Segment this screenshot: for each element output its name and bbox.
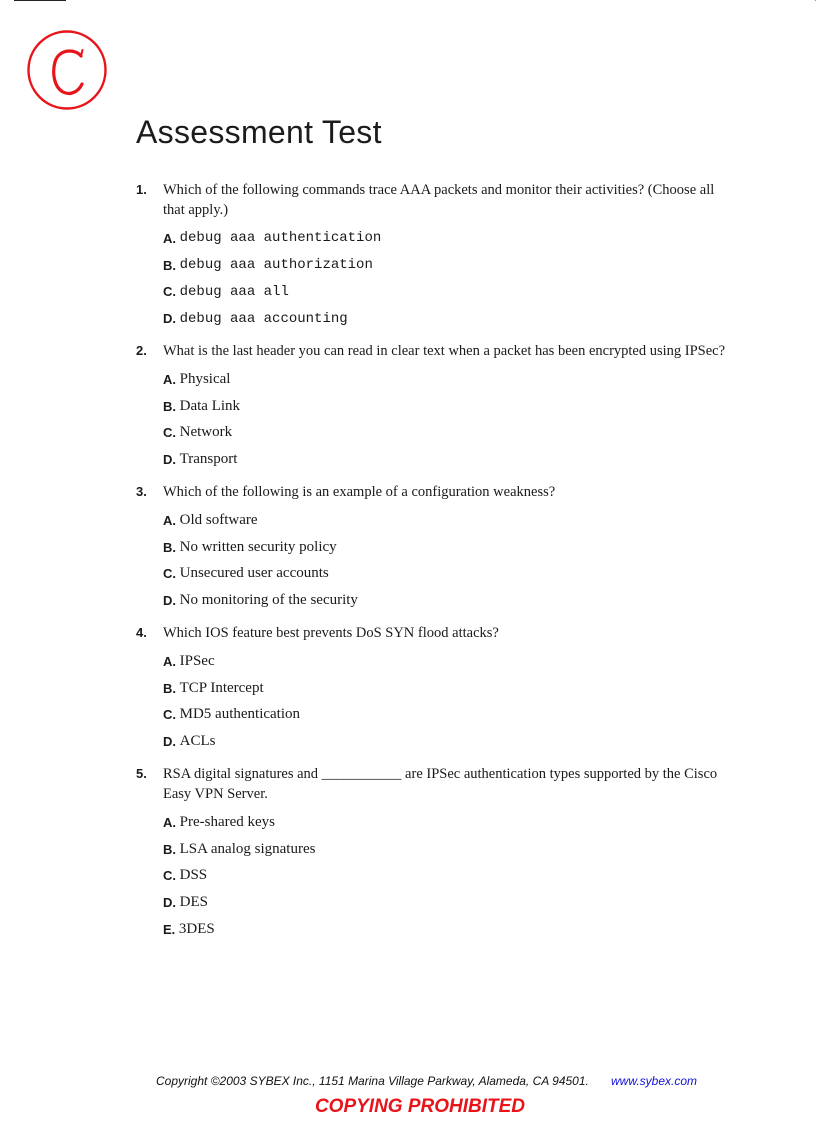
- option-c[interactable]: [163, 279, 726, 306]
- option-b[interactable]: [163, 836, 726, 863]
- question-2: [136, 341, 726, 473]
- question-number: 3.: [136, 484, 147, 499]
- page-title: Assessment Test: [136, 114, 382, 150]
- option-text: IPSec: [179, 652, 215, 669]
- option-text: 3DES: [178, 921, 215, 938]
- option-letter: D.: [163, 895, 176, 911]
- option-a[interactable]: [163, 366, 726, 393]
- option-text: No written security policy: [179, 538, 337, 555]
- option-d[interactable]: [163, 305, 726, 332]
- option-text: Pre-shared keys: [179, 813, 276, 830]
- option-text: Old software: [179, 511, 258, 528]
- option-text: No monitoring of the security: [179, 592, 358, 609]
- option-c[interactable]: [163, 702, 726, 729]
- option-letter: A.: [163, 653, 176, 669]
- question-text: What is the last header you can read in clear text when a packet has been encrypted using IPSec?: [163, 343, 726, 359]
- option-letter: B.: [163, 841, 176, 857]
- option-c[interactable]: [163, 863, 726, 890]
- option-letter: B.: [163, 398, 176, 414]
- question-text: RSA digital signatures and ___________ are IPSec authentication types supported by the Cisco Easy VPN Server.: [163, 766, 718, 802]
- option-letter: C.: [163, 566, 176, 582]
- option-letter: A.: [163, 814, 176, 830]
- option-text: debug aaa authorization: [179, 257, 373, 274]
- option-letter: A.: [163, 230, 176, 246]
- question-text: Which IOS feature best prevents DoS SYN flood attacks?: [163, 625, 499, 641]
- option-a[interactable]: [163, 648, 726, 675]
- question-number: 2.: [136, 343, 147, 358]
- option-letter: D.: [163, 311, 176, 327]
- option-d[interactable]: [163, 728, 726, 755]
- option-letter: C.: [163, 425, 176, 441]
- option-text: Data Link: [179, 397, 241, 414]
- option-b[interactable]: [163, 252, 726, 279]
- question-5: [136, 764, 726, 943]
- option-b[interactable]: [163, 675, 726, 702]
- sybex-link[interactable]: www.sybex.com: [611, 1074, 698, 1088]
- option-d[interactable]: [163, 587, 726, 614]
- question-1: [136, 180, 726, 332]
- corner-rule: [14, 0, 66, 1]
- option-d[interactable]: [163, 446, 726, 473]
- copying-prohibited-notice: COPYING PROHIBITED: [314, 1096, 526, 1117]
- option-text: debug aaa authentication: [179, 230, 382, 247]
- option-a[interactable]: [163, 507, 726, 534]
- option-letter: A.: [163, 512, 176, 528]
- option-letter: B.: [163, 539, 176, 555]
- option-text: DES: [179, 894, 208, 911]
- option-letter: A.: [163, 371, 176, 387]
- option-letter: C.: [163, 284, 176, 300]
- question-number: 1.: [136, 182, 147, 197]
- option-b[interactable]: [163, 534, 726, 561]
- option-text: Network: [179, 424, 233, 441]
- option-text: Physical: [179, 370, 231, 387]
- option-letter: D.: [163, 734, 176, 750]
- option-a[interactable]: [163, 225, 726, 252]
- option-a[interactable]: [163, 809, 726, 836]
- question-3: [136, 482, 726, 614]
- option-text: Unsecured user accounts: [179, 565, 329, 582]
- option-text: Transport: [179, 451, 238, 468]
- option-e[interactable]: [163, 916, 726, 943]
- option-letter: E.: [163, 922, 176, 938]
- option-text: ACLs: [179, 733, 216, 750]
- option-c[interactable]: [163, 420, 726, 447]
- question-text: Which of the following commands trace AAA packets and monitor their activities? (Choose all that apply.): [163, 182, 715, 218]
- option-text: TCP Intercept: [179, 679, 264, 696]
- option-d[interactable]: [163, 889, 726, 916]
- option-letter: B.: [163, 257, 176, 273]
- option-c[interactable]: [163, 561, 726, 588]
- option-letter: D.: [163, 593, 176, 609]
- option-list: [163, 648, 726, 755]
- option-text: debug aaa all: [179, 283, 289, 300]
- option-text: LSA analog signatures: [179, 840, 316, 857]
- option-letter: D.: [163, 452, 176, 468]
- question-text: Which of the following is an example of a configuration weakness?: [163, 484, 556, 500]
- option-list: [163, 225, 726, 332]
- option-list: [163, 809, 726, 943]
- question-number: 4.: [136, 625, 147, 640]
- option-text: DSS: [179, 867, 208, 884]
- option-text: debug aaa accounting: [179, 310, 348, 327]
- option-list: [163, 507, 726, 614]
- option-letter: B.: [163, 680, 176, 696]
- option-letter: C.: [163, 868, 176, 884]
- copyright-notice: Copyright ©2003 SYBEX Inc., 1151 Marina Village Parkway, Alameda, CA 94501.: [156, 1074, 589, 1088]
- option-b[interactable]: [163, 393, 726, 420]
- question-4: [136, 623, 726, 755]
- option-list: [163, 366, 726, 473]
- option-text: MD5 authentication: [179, 706, 301, 723]
- option-letter: C.: [163, 707, 176, 723]
- copyright-c-icon: [26, 29, 108, 111]
- question-number: 5.: [136, 766, 147, 781]
